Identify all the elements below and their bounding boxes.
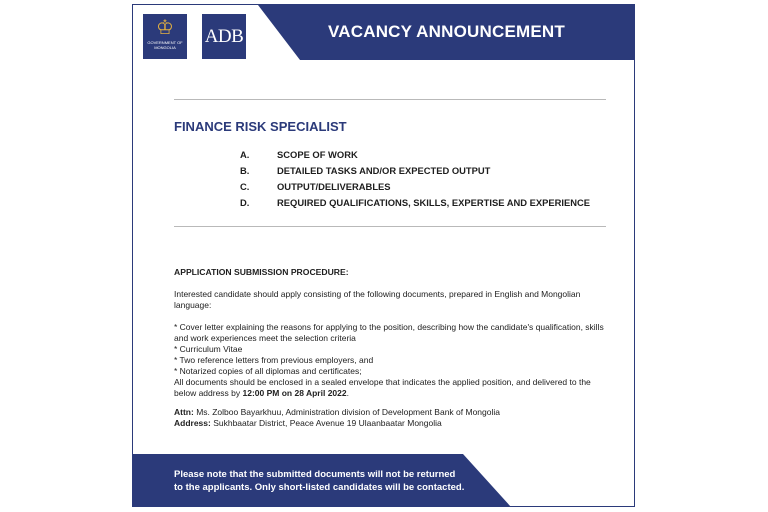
list-item: * Two reference letters from previous employers, and bbox=[174, 355, 374, 365]
footer-line: Please note that the submitted documents will not be returned bbox=[174, 469, 456, 480]
section-list bbox=[240, 149, 590, 213]
section-item bbox=[240, 149, 590, 165]
gov-logo-caption: GOVERNMENT OF MONGOLIA bbox=[147, 40, 183, 50]
divider bbox=[174, 99, 606, 100]
address-label: Address: bbox=[174, 418, 211, 428]
section-label: OUTPUT/DELIVERABLES bbox=[277, 181, 391, 192]
procedure-heading: APPLICATION SUBMISSION PROCEDURE: bbox=[174, 267, 349, 277]
document-list bbox=[174, 322, 614, 399]
section-label: REQUIRED QUALIFICATIONS, SKILLS, EXPERTISE AND EXPERIENCE bbox=[277, 197, 591, 208]
section-letter: B. bbox=[240, 165, 250, 176]
footer-line: to the applicants. Only short-listed candidates will be contacted. bbox=[174, 482, 465, 493]
section-letter: D. bbox=[240, 197, 250, 208]
closing-paragraph bbox=[174, 377, 614, 399]
section-letter: C. bbox=[240, 181, 250, 192]
section-letter: A. bbox=[240, 149, 250, 160]
attn-line bbox=[174, 407, 614, 418]
divider bbox=[174, 226, 606, 227]
footer-note bbox=[174, 468, 464, 494]
adb-logo: ADB bbox=[202, 14, 246, 59]
section-label: SCOPE OF WORK bbox=[277, 149, 358, 160]
government-of-mongolia-logo bbox=[143, 14, 187, 59]
deadline: 12:00 PM on 28 April 2022 bbox=[242, 388, 347, 398]
soyombo-icon: ♔ bbox=[156, 17, 174, 39]
section-label: DETAILED TASKS AND/OR EXPECTED OUTPUT bbox=[277, 165, 491, 176]
page-title: VACANCY ANNOUNCEMENT bbox=[328, 22, 565, 41]
announcement-card bbox=[132, 4, 635, 507]
attn-value: Ms. Zolboo Bayarkhuu, Administration division of Development Bank of Mongolia bbox=[193, 407, 500, 417]
address-line bbox=[174, 418, 614, 429]
procedure-intro: Interested candidate should apply consisting of the following documents, prepared in English and Mongolian language: bbox=[174, 289, 581, 310]
attn-label: Attn: bbox=[174, 407, 194, 417]
position-title: FINANCE RISK SPECIALIST bbox=[174, 119, 347, 134]
section-item bbox=[240, 181, 590, 197]
section-item bbox=[240, 197, 590, 213]
address-value: Sukhbaatar District, Peace Avenue 19 Ulaanbaatar Mongolia bbox=[210, 418, 442, 428]
contact-block bbox=[174, 407, 614, 429]
section-item bbox=[240, 165, 590, 181]
list-item: * Notarized copies of all diplomas and certificates; bbox=[174, 366, 362, 376]
list-item: * Curriculum Vitae bbox=[174, 344, 243, 354]
list-item: * Cover letter explaining the reasons for applying to the position, describing how the candidate's qualification, skills and work experiences meet the selection criteria bbox=[174, 322, 604, 343]
closing-end: . bbox=[346, 388, 349, 398]
closing-text: All documents should be enclosed in a sealed envelope that indicates the applied position, and delivered to the below address by bbox=[174, 377, 591, 398]
